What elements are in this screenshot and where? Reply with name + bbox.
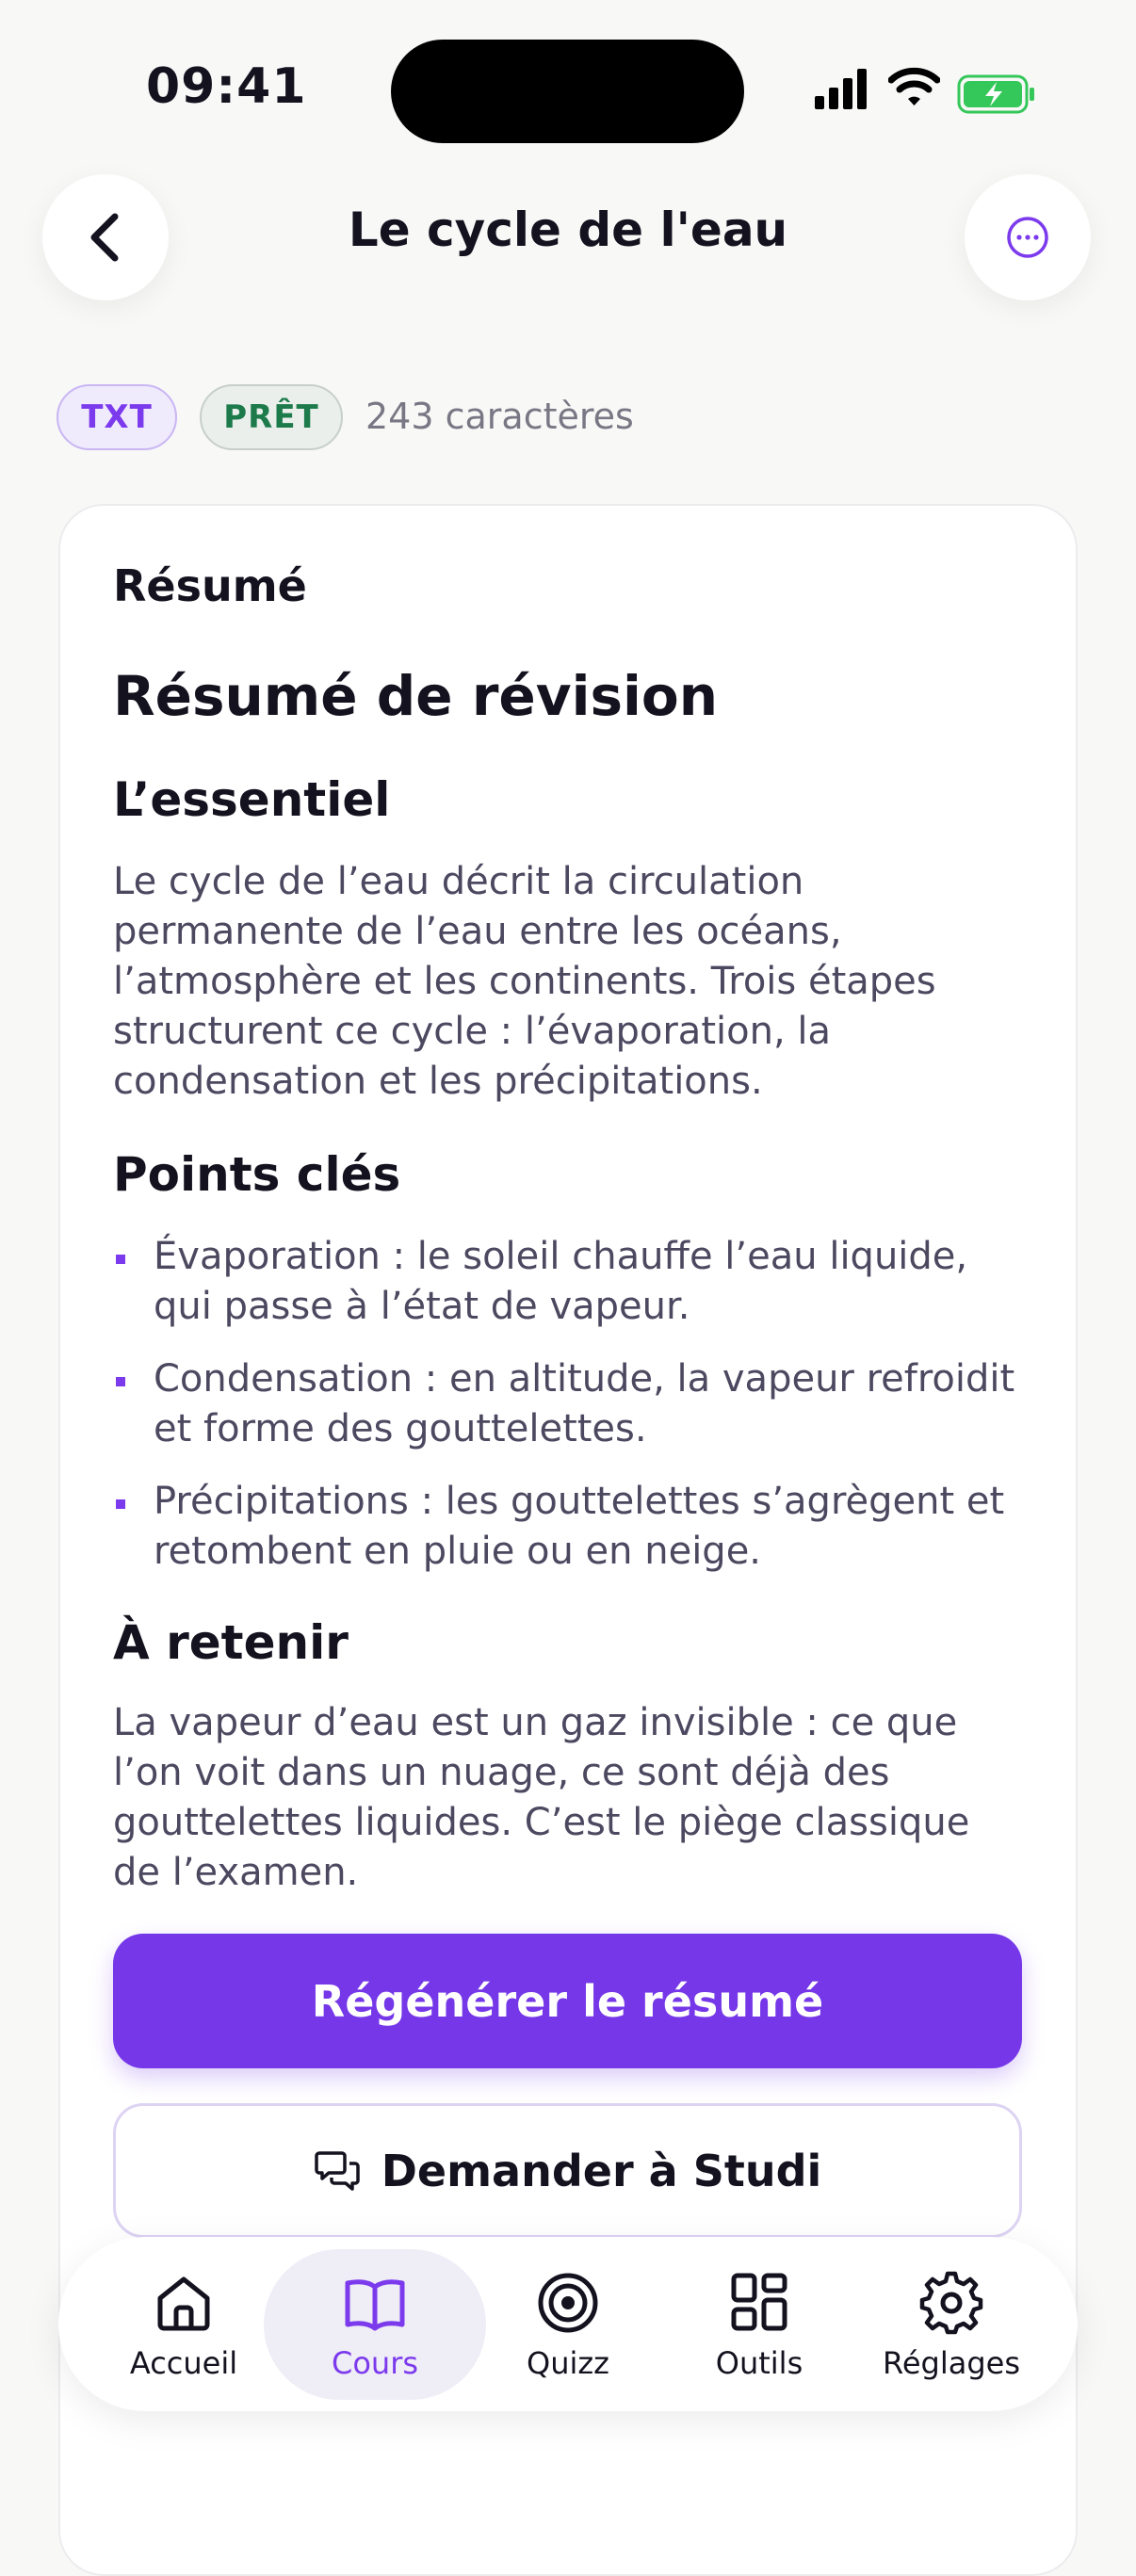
dynamic-island bbox=[391, 40, 744, 143]
bullet-marker bbox=[116, 1255, 125, 1264]
chat-bubbles-icon bbox=[314, 2147, 361, 2195]
tab-label: Réglages bbox=[883, 2345, 1020, 2381]
tab-outils[interactable] bbox=[662, 2249, 856, 2400]
section-title-points: Points clés bbox=[113, 1147, 401, 1202]
file-type-badge: TXT bbox=[57, 384, 177, 450]
ellipsis-circle-icon bbox=[1006, 216, 1049, 259]
regenerate-summary-label: Régénérer le résumé bbox=[311, 1975, 824, 2027]
tab-cours[interactable] bbox=[278, 2249, 472, 2400]
gear-icon bbox=[918, 2270, 984, 2336]
status-time: 09:41 bbox=[146, 58, 307, 115]
card-label: Résumé bbox=[113, 560, 307, 611]
tab-accueil[interactable] bbox=[87, 2249, 281, 2400]
book-icon bbox=[342, 2270, 408, 2336]
section-title-retenir: À retenir bbox=[113, 1615, 349, 1670]
ask-studi-label: Demander à Studi bbox=[381, 2145, 822, 2196]
tab-label: Accueil bbox=[129, 2345, 238, 2381]
list-item-text: Précipitations : les gouttelettes s’agrègent et retombent en pluie ou en neige. bbox=[154, 1480, 1005, 1573]
status-badge: PRÊT bbox=[200, 384, 343, 450]
list-item-text: Condensation : en altitude, la vapeur refroidit et forme des gouttelettes. bbox=[154, 1357, 1015, 1450]
battery-charging-icon bbox=[957, 73, 1036, 115]
more-options-button[interactable] bbox=[965, 174, 1091, 300]
ask-studi-button[interactable] bbox=[113, 2103, 1022, 2238]
target-icon bbox=[535, 2270, 601, 2336]
grid-icon bbox=[726, 2270, 792, 2336]
list-item-text: Évaporation : le soleil chauffe l’eau liquide, qui passe à l’état de vapeur. bbox=[154, 1235, 968, 1328]
bullet-marker bbox=[116, 1377, 125, 1386]
character-count: 243 caractères bbox=[365, 396, 634, 437]
tab-label: Cours bbox=[331, 2345, 419, 2381]
tab-label: Quizz bbox=[527, 2345, 609, 2381]
tab-label: Outils bbox=[715, 2345, 803, 2381]
regenerate-summary-button[interactable] bbox=[113, 1934, 1022, 2068]
tab-quizz[interactable] bbox=[471, 2249, 665, 2400]
tab-reglages[interactable] bbox=[854, 2249, 1048, 2400]
section-title-essentiel: L’essentiel bbox=[113, 772, 391, 827]
wifi-icon bbox=[888, 64, 940, 109]
page-title: Le cycle de l'eau bbox=[348, 203, 788, 257]
section-text-retenir: La vapeur d’eau est un gaz invisible : ce que l’on voit dans un nuage, ce sont déjà des gouttelettes liquides. C’est le piège classique de l’examen. bbox=[113, 1701, 970, 1894]
cellular-signal-icon bbox=[813, 66, 869, 111]
summary-heading: Résumé de révision bbox=[113, 664, 718, 728]
section-text-essentiel: Le cycle de l’eau décrit la circulation permanente de l’eau entre les océans, l’atmosphère et les continents. Trois étapes structurent ce cycle : l’évaporation, la condensation et les précipitations. bbox=[113, 860, 936, 1103]
home-icon bbox=[151, 2270, 217, 2336]
bullet-marker bbox=[116, 1499, 125, 1509]
